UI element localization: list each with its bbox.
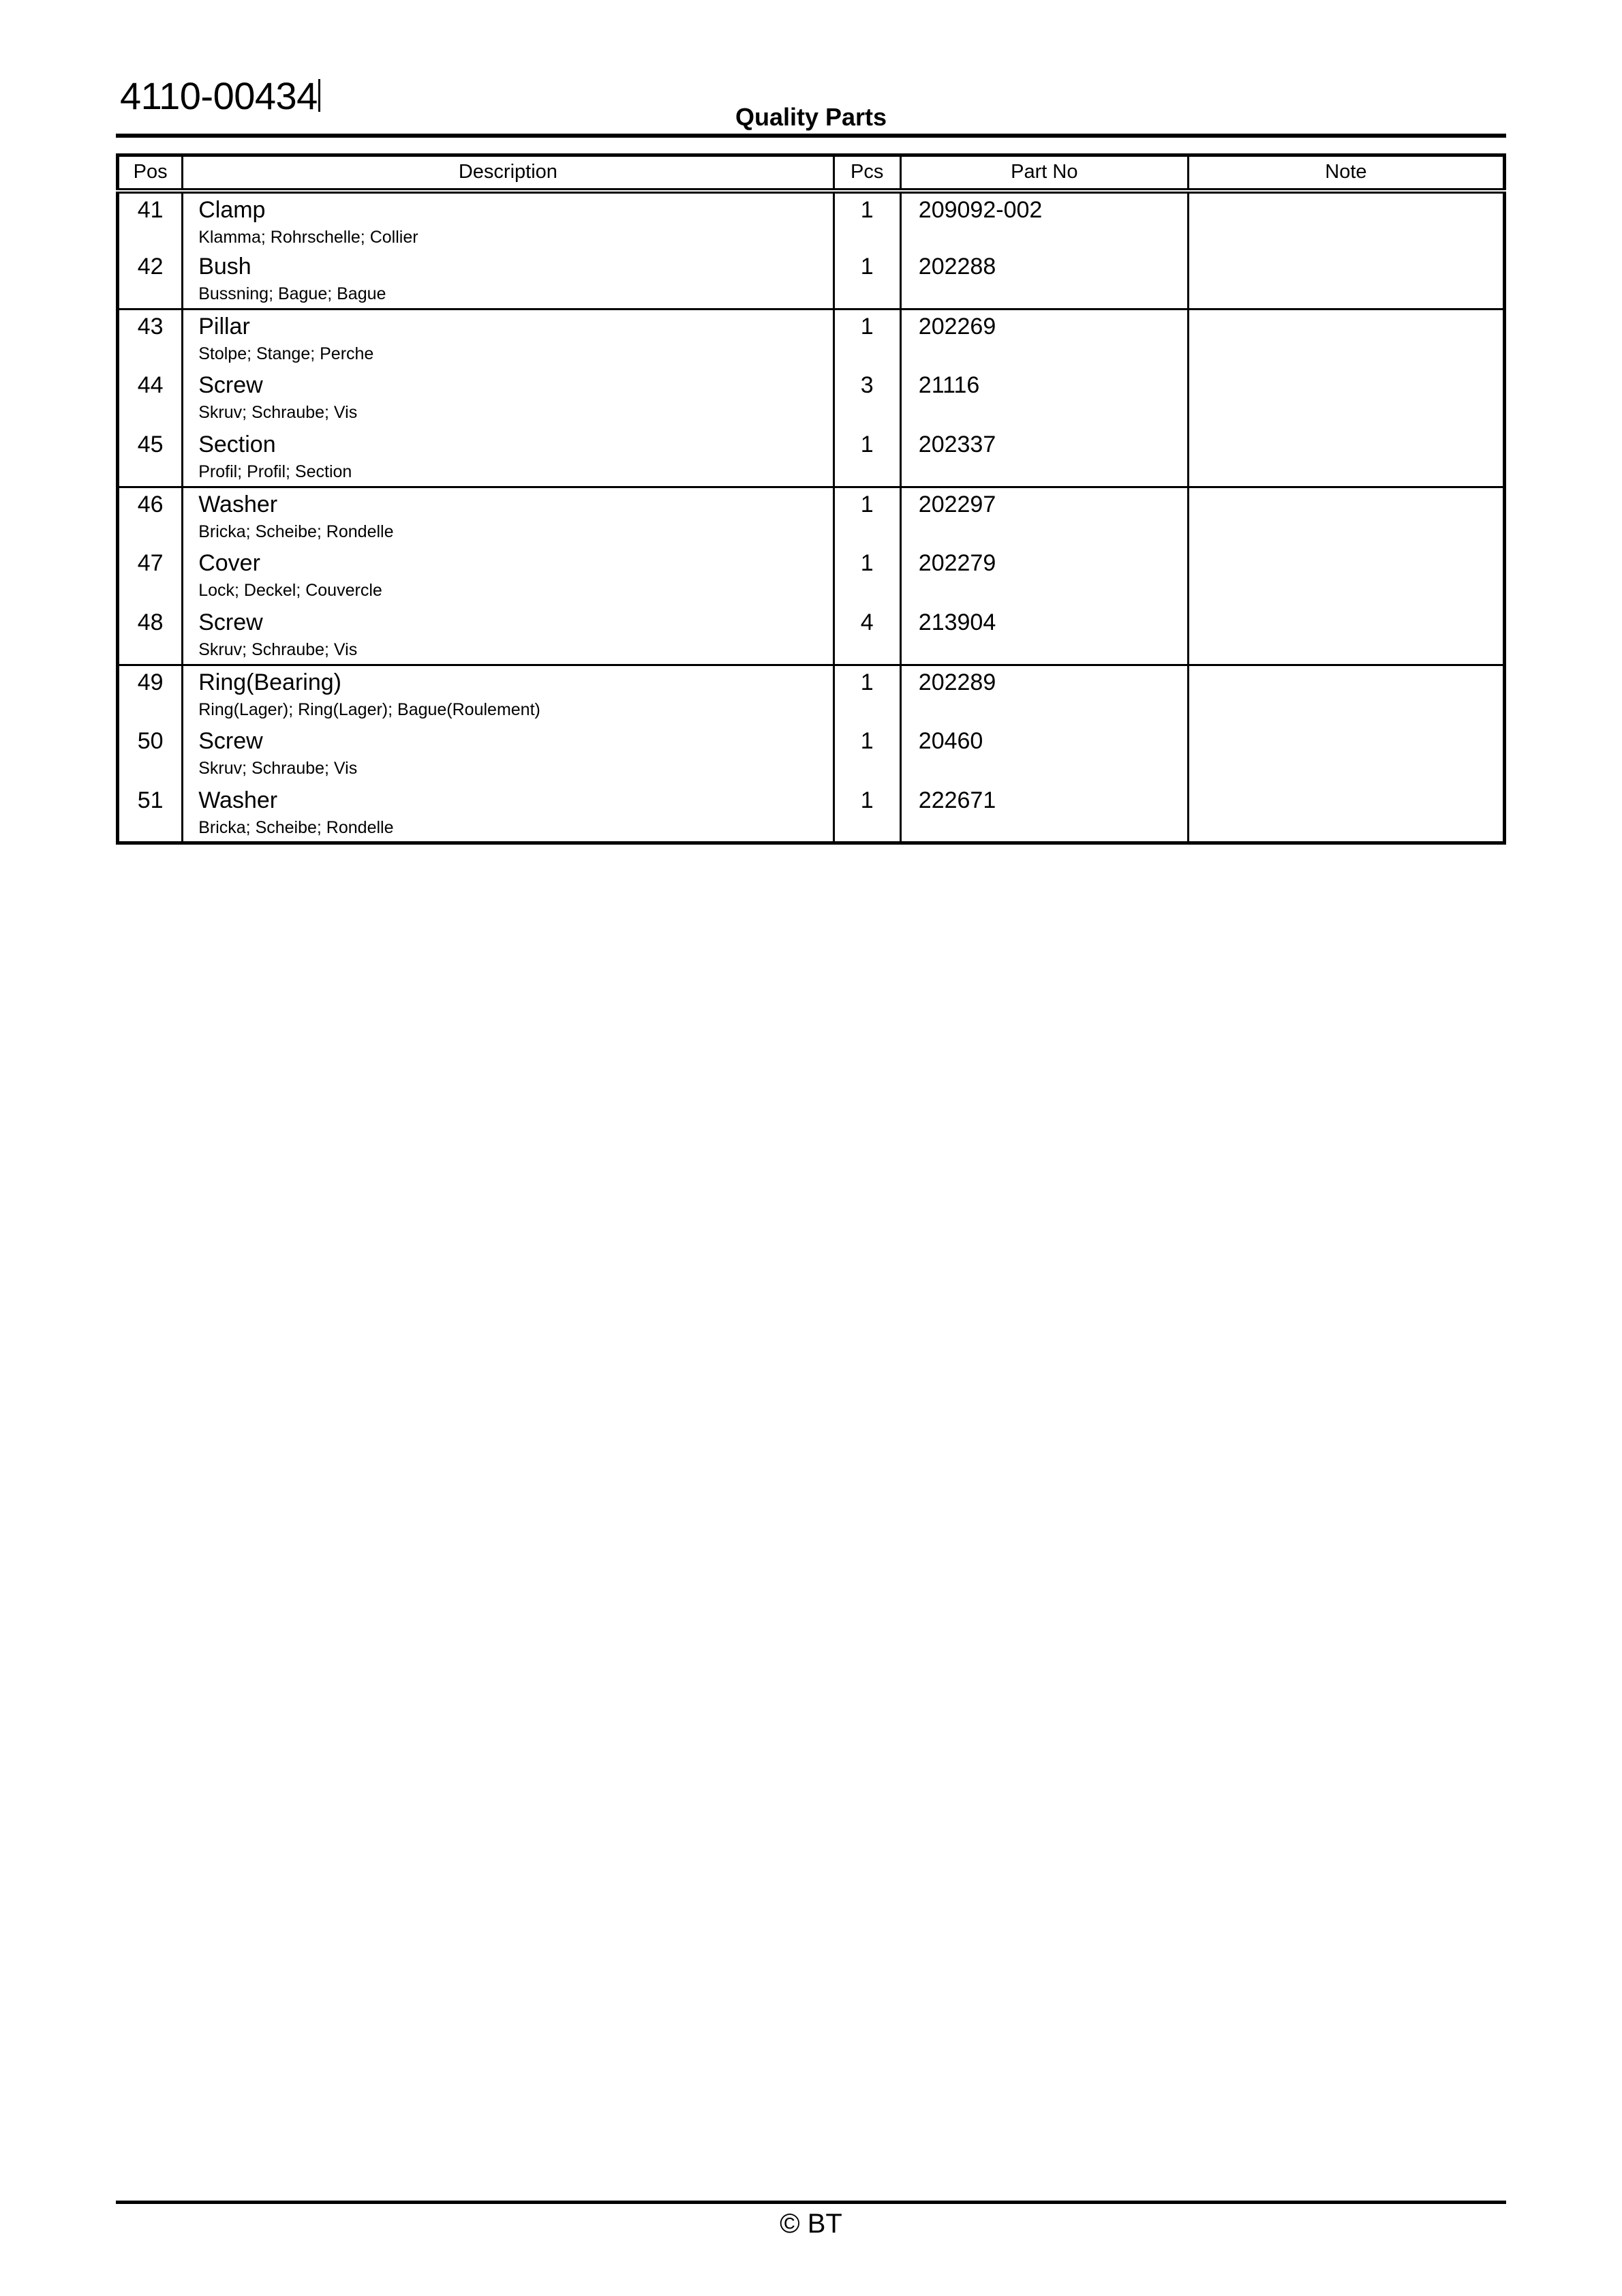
table-row bbox=[118, 369, 1505, 428]
document-number-text: 4110-00434 bbox=[120, 74, 318, 117]
part-no-cell: 202337 bbox=[900, 428, 1188, 487]
item-name: Screw bbox=[198, 372, 263, 398]
description-cell bbox=[183, 250, 833, 309]
description-cell bbox=[183, 606, 833, 665]
item-translations: Ring(Lager); Ring(Lager); Bague(Roulement) bbox=[198, 700, 540, 720]
pos-cell: 50 bbox=[137, 727, 164, 754]
footer-rule bbox=[116, 2201, 1506, 2204]
part-no-cell: 202269 bbox=[900, 309, 1188, 369]
pos-cell: 47 bbox=[137, 549, 164, 576]
pos-cell: 46 bbox=[137, 492, 164, 517]
note-cell bbox=[1188, 784, 1504, 843]
table-row bbox=[118, 428, 1505, 487]
note-cell bbox=[1188, 487, 1504, 547]
item-translations: Profil; Profil; Section bbox=[198, 462, 352, 481]
pos-cell: 44 bbox=[137, 372, 164, 398]
description-cell bbox=[183, 784, 833, 843]
part-no-cell: 213904 bbox=[900, 606, 1188, 665]
item-translations: Klamma; Rohrschelle; Collier bbox=[198, 227, 418, 247]
part-no-cell: 209092-002 bbox=[900, 191, 1188, 250]
note-cell bbox=[1188, 250, 1504, 309]
description-cell bbox=[183, 547, 833, 606]
pos-cell: 42 bbox=[118, 250, 183, 309]
part-no-cell: 21116 bbox=[900, 369, 1188, 428]
description-cell bbox=[183, 428, 833, 487]
description-cell bbox=[183, 309, 833, 369]
item-name: Screw bbox=[198, 727, 263, 754]
item-name: Cover bbox=[198, 549, 260, 576]
item-translations: Bricka; Scheibe; Rondelle bbox=[198, 522, 394, 542]
part-no-cell: 202279 bbox=[900, 547, 1188, 606]
pos-cell: 41 bbox=[137, 196, 164, 223]
description-cell bbox=[183, 487, 833, 547]
copyright-notice: © BT bbox=[780, 2209, 842, 2239]
pcs-cell: 1 bbox=[833, 725, 900, 784]
table-row bbox=[118, 547, 1505, 606]
part-no-cell: 202297 bbox=[900, 487, 1188, 547]
note-cell bbox=[1188, 191, 1504, 250]
item-name: Pillar bbox=[198, 314, 250, 339]
note-cell bbox=[1188, 428, 1504, 487]
column-header-part-no: Part No bbox=[900, 155, 1188, 191]
pcs-cell: 1 bbox=[833, 191, 900, 250]
description-cell bbox=[183, 665, 833, 725]
column-header-pcs: Pcs bbox=[833, 155, 900, 191]
pcs-cell: 1 bbox=[833, 428, 900, 487]
note-cell bbox=[1188, 547, 1504, 606]
table-row bbox=[118, 606, 1505, 665]
item-translations: Bricka; Scheibe; Rondelle bbox=[198, 817, 394, 837]
item-name: Section bbox=[198, 431, 276, 457]
table-row bbox=[118, 725, 1505, 784]
note-cell bbox=[1188, 309, 1504, 369]
item-translations: Stolpe; Stange; Perche bbox=[198, 344, 374, 364]
item-name: Bush bbox=[198, 253, 251, 280]
pcs-cell: 1 bbox=[833, 784, 900, 843]
description-cell bbox=[183, 191, 833, 250]
item-name: Screw bbox=[198, 609, 263, 635]
table-row bbox=[118, 250, 1505, 309]
part-no-cell: 222671 bbox=[900, 784, 1188, 843]
description-cell bbox=[183, 369, 833, 428]
table-row bbox=[118, 487, 1505, 547]
part-no-cell: 202289 bbox=[900, 665, 1188, 725]
pcs-cell: 1 bbox=[833, 547, 900, 606]
item-translations: Skruv; Schraube; Vis bbox=[198, 639, 358, 659]
table-row bbox=[118, 665, 1505, 725]
pcs-cell: 1 bbox=[833, 487, 900, 547]
page-title: Quality Parts bbox=[735, 103, 887, 131]
part-no-cell: 202288 bbox=[900, 250, 1188, 309]
pos-cell: 48 bbox=[118, 606, 183, 665]
pcs-cell: 1 bbox=[833, 665, 900, 725]
column-header-note: Note bbox=[1188, 155, 1504, 191]
description-cell bbox=[183, 725, 833, 784]
table-row bbox=[118, 784, 1505, 843]
item-translations: Lock; Deckel; Couvercle bbox=[198, 580, 382, 600]
item-translations: Skruv; Schraube; Vis bbox=[198, 758, 358, 778]
note-cell bbox=[1188, 606, 1504, 665]
table-row bbox=[118, 309, 1505, 369]
table-header-row bbox=[118, 155, 1505, 191]
header-rule bbox=[116, 134, 1506, 138]
pcs-cell: 1 bbox=[833, 309, 900, 369]
pcs-cell: 4 bbox=[833, 606, 900, 665]
pos-cell: 49 bbox=[137, 669, 164, 695]
parts-table bbox=[116, 153, 1506, 845]
column-header-description: Description bbox=[183, 155, 833, 191]
pcs-cell: 3 bbox=[833, 369, 900, 428]
pcs-cell: 1 bbox=[833, 250, 900, 309]
pos-cell: 45 bbox=[118, 428, 183, 487]
pos-cell: 43 bbox=[137, 314, 164, 339]
note-cell bbox=[1188, 369, 1504, 428]
note-cell bbox=[1188, 665, 1504, 725]
item-name: Clamp bbox=[198, 196, 266, 223]
pos-cell: 51 bbox=[137, 787, 164, 813]
parts-list-table bbox=[116, 153, 1506, 845]
note-cell bbox=[1188, 725, 1504, 784]
item-name: Ring(Bearing) bbox=[198, 669, 341, 695]
item-translations: Bussning; Bague; Bague bbox=[198, 284, 386, 303]
item-translations: Skruv; Schraube; Vis bbox=[198, 402, 358, 422]
part-no-cell: 20460 bbox=[900, 725, 1188, 784]
column-header-pos: Pos bbox=[118, 155, 183, 191]
item-name: Washer bbox=[198, 787, 278, 813]
item-name: Washer bbox=[198, 492, 278, 517]
table-row bbox=[118, 191, 1505, 250]
